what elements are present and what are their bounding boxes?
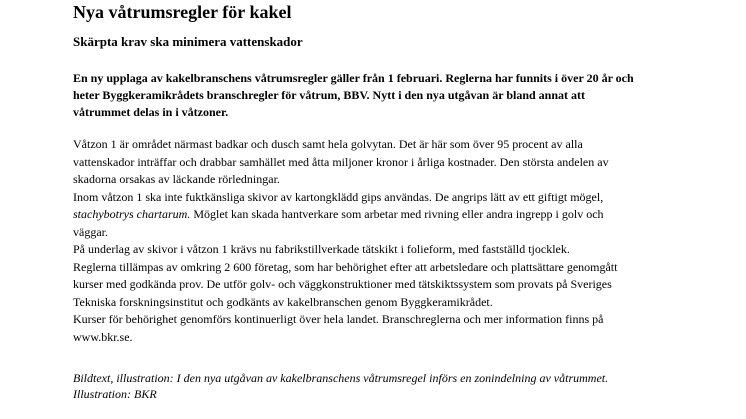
article-subtitle: Skärpta krav ska minimera vattenskador	[73, 34, 303, 49]
body-line: På underlag av skivor i våtzon 1 krävs nu fabrikstillverkade tätskikt i folieform, med fastställd tjocklek.	[73, 242, 570, 256]
lead-line: heter Byggkeramikrådets branschregler för våtrum, BBV. Nytt i den nya utgåvan är bland annat att	[73, 88, 586, 102]
article-title: Nya våtrumsregler för kakel	[73, 2, 292, 22]
body-line: väggar.	[73, 224, 108, 239]
body-line	[73, 206, 617, 224]
website-link[interactable]: www.bkr.se.	[73, 329, 133, 344]
article-body	[73, 136, 617, 346]
body-line: Inom våtzon 1 ska inte fuktkänsliga skivor av kartongklädd gips användas. De angrips lätt av ett giftigt mögel,	[73, 189, 604, 204]
body-line: Tekniska forskningsinstitut och godkänts av kakelbranschen genom Byggkeramikrådet.	[73, 294, 493, 309]
image-caption	[73, 370, 608, 402]
body-line: vattenskador inträffar och drabbar samhället med åtta miljoner kronor i årliga kostnader. Den största andelen av	[73, 154, 609, 169]
body-text: Möglet kan skada hantverkare som arbetar med rivning eller andra ingrepp i golv och	[190, 207, 604, 221]
lead-line: En ny upplaga av kakelbranschens våtrumsregler gäller från 1 februari. Reglerna har funnits i över 20 år och	[73, 71, 634, 85]
caption-line: Bildtext, illustration: I den nya utgåvan av kakelbranschens våtrumsregel införs en zonindelning av våtrummet.	[73, 371, 609, 385]
body-line: Kurser för behörighet genomförs kontinuerligt över hela landet. Branschreglerna och mer information finns på	[73, 312, 604, 326]
caption-credit: Illustration: BKR	[73, 387, 157, 401]
body-line: skadorna orsakas av läckande rörledningar.	[73, 172, 280, 186]
body-line: Våtzon 1 är området närmast badkar och dusch samt hela golvytan. Det är här som över 95 procent av alla	[73, 137, 583, 151]
body-line: kurser med godkända prov. De utför golv- och väggkonstruktioner med tätskiktssystem som provats på Sveriges	[73, 277, 612, 291]
lead-line: våtrummet delas in i våtzoner.	[73, 105, 229, 119]
body-line: Reglerna tillämpas av omkring 2 600 företag, som har behörighet efter att arbetsledare och plattsättare genomgått	[73, 259, 618, 274]
species-name: stachybotrys chartarum.	[73, 207, 191, 221]
article-lead	[73, 70, 634, 121]
